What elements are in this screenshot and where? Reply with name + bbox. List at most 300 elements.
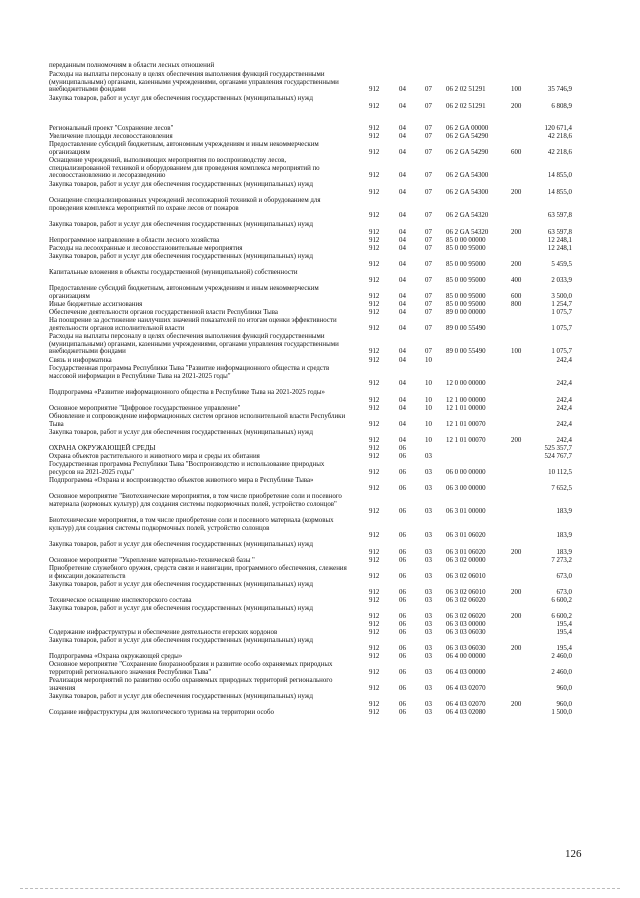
subsection-code: 07 bbox=[425, 148, 432, 156]
target-article-code: 06 2 GA 54290 bbox=[446, 148, 489, 156]
target-article-code: 12 0 00 00000 bbox=[446, 380, 486, 388]
section-code: 06 bbox=[399, 557, 406, 564]
row-name: Увеличение площади лесовосстановления bbox=[49, 133, 173, 140]
row-name: Закупка товаров, работ и услуг для обеспечения государственных (муниципальных) нужд bbox=[49, 637, 313, 644]
row-name: Оснащение специализированных учреждений лесопожарной техникой и оборудованием для проведения комплекса мероприятий по охране лесов от пожаров bbox=[49, 197, 321, 212]
row-name: Закупка товаров, работ и услуг для обеспечения государственных (муниципальных) нужд bbox=[49, 253, 313, 260]
table-row bbox=[0, 157, 640, 180]
amount: 960,0 bbox=[556, 700, 572, 708]
target-article-code: 06 3 00 00000 bbox=[446, 484, 486, 492]
row-name: Биотехнические мероприятия, в том числе приобретение соли и посевного материала (кормовых культур) для создания системы подкормочных полей, устройство солонцов bbox=[49, 517, 334, 532]
row-name: На поощрение за достижение наилучших значений показателей по итогам оценки эффективности деятельности органов исполнительной власти bbox=[49, 317, 337, 332]
subsection-code: 03 bbox=[425, 484, 432, 492]
table-row bbox=[0, 565, 640, 580]
target-article-code: 06 2 GA 00000 bbox=[446, 125, 489, 132]
target-article-code: 06 3 03 06030 bbox=[446, 644, 486, 652]
table-row bbox=[0, 653, 640, 661]
amount: 195,4 bbox=[556, 644, 572, 652]
table-row bbox=[0, 605, 640, 620]
subsection-code: 07 bbox=[425, 348, 432, 356]
amount: 6 808,9 bbox=[551, 102, 572, 110]
target-article-code: 12 1 01 00070 bbox=[446, 436, 486, 444]
subsection-code: 03 bbox=[425, 612, 432, 620]
table-row bbox=[0, 413, 640, 428]
row-name: Подпрограмма «Охрана и воспроизводство объектов животного мира в Республике Тыва» bbox=[49, 477, 314, 484]
row-name: Иные бюджетные ассигнования bbox=[49, 301, 143, 308]
section-code: 04 bbox=[399, 309, 406, 316]
row-name: Приобретение служебного оружия, средств связи и навигации, программного обеспечения, слежения и фиксации доказательств bbox=[49, 565, 347, 580]
row-name: Подпрограмма «Развитие информационного общества в Республике Тыва на 2021-2025 годы» bbox=[49, 389, 325, 396]
subsection-code: 07 bbox=[425, 125, 432, 132]
table-row bbox=[0, 269, 640, 284]
section-code: 04 bbox=[399, 301, 406, 308]
section-code: 04 bbox=[399, 357, 406, 364]
subsection-code: 07 bbox=[425, 102, 432, 110]
target-article-code: 06 3 01 06020 bbox=[446, 548, 486, 556]
target-article-code: 06 3 02 06020 bbox=[446, 597, 486, 604]
ved-code: 912 bbox=[369, 357, 380, 364]
amount: 7 652,5 bbox=[551, 484, 572, 492]
subsection-code: 03 bbox=[425, 548, 432, 556]
expense-type-code: 200 bbox=[511, 644, 522, 652]
ved-code: 912 bbox=[369, 597, 380, 604]
amount: 195,4 bbox=[556, 629, 572, 636]
ved-code: 912 bbox=[369, 133, 380, 140]
target-article-code: 06 2 GA 54290 bbox=[446, 133, 489, 140]
amount: 1 075,7 bbox=[551, 348, 572, 356]
subsection-code: 03 bbox=[425, 684, 432, 692]
target-article-code: 06 3 02 06020 bbox=[446, 612, 486, 620]
amount: 5 459,5 bbox=[551, 260, 572, 268]
subsection-code: 10 bbox=[425, 396, 432, 404]
target-article-code: 06 3 02 06010 bbox=[446, 572, 486, 580]
section-code: 04 bbox=[399, 133, 406, 140]
table-row bbox=[0, 461, 640, 476]
row-name: переданным полномочиям в области лесных отношений bbox=[49, 62, 215, 69]
ved-code: 912 bbox=[369, 508, 380, 516]
subsection-code: 07 bbox=[425, 133, 432, 140]
section-code: 04 bbox=[399, 228, 406, 236]
section-code: 04 bbox=[399, 212, 406, 220]
target-article-code: 06 4 00 00000 bbox=[446, 653, 486, 660]
section-code: 06 bbox=[399, 453, 406, 460]
section-code: 04 bbox=[399, 260, 406, 268]
table-row bbox=[0, 141, 640, 156]
amount: 6 600,2 bbox=[551, 597, 572, 604]
section-code: 04 bbox=[399, 324, 406, 332]
target-article-code: 89 0 00 00000 bbox=[446, 309, 486, 316]
row-name: Создание инфраструктуры для экологического туризма на территории особо bbox=[49, 709, 274, 716]
row-name: Закупка товаров, работ и услуг для обеспечения государственных (муниципальных) нужд bbox=[49, 693, 313, 700]
section-code: 06 bbox=[399, 597, 406, 604]
table-row bbox=[0, 557, 640, 565]
section-code: 06 bbox=[399, 484, 406, 492]
subsection-code: 07 bbox=[425, 212, 432, 220]
amount: 1 500,0 bbox=[551, 709, 572, 716]
amount: 42 218,6 bbox=[547, 133, 572, 140]
subsection-code: 03 bbox=[425, 508, 432, 516]
amount: 183,9 bbox=[556, 548, 572, 556]
target-article-code: 06 2 GA 54320 bbox=[446, 228, 489, 236]
section-code: 04 bbox=[399, 420, 406, 428]
subsection-code: 03 bbox=[425, 557, 432, 564]
table-row bbox=[0, 493, 640, 516]
target-article-code: 89 0 00 55490 bbox=[446, 324, 486, 332]
amount: 242,4 bbox=[556, 420, 572, 428]
amount: 2 460,0 bbox=[551, 653, 572, 660]
ved-code: 912 bbox=[369, 621, 380, 628]
section-code: 06 bbox=[399, 532, 406, 540]
table-row bbox=[0, 445, 640, 453]
section-code: 04 bbox=[399, 396, 406, 404]
amount: 242,4 bbox=[556, 357, 572, 364]
amount: 1 075,7 bbox=[551, 309, 572, 316]
ved-code: 912 bbox=[369, 420, 380, 428]
ved-code: 912 bbox=[369, 125, 380, 132]
row-name: Закупка товаров, работ и услуг для обеспечения государственных (муниципальных) нужд bbox=[49, 181, 313, 188]
table-row bbox=[0, 245, 640, 253]
section-code: 06 bbox=[399, 684, 406, 692]
ved-code: 912 bbox=[369, 301, 380, 308]
section-code: 06 bbox=[399, 548, 406, 556]
target-article-code: 06 3 03 06030 bbox=[446, 629, 486, 636]
amount: 10 112,5 bbox=[548, 468, 572, 476]
section-code: 06 bbox=[399, 612, 406, 620]
subsection-code: 03 bbox=[425, 653, 432, 660]
subsection-code: 03 bbox=[425, 644, 432, 652]
table-row bbox=[0, 285, 640, 300]
amount: 525 357,7 bbox=[544, 445, 572, 452]
subsection-code: 10 bbox=[425, 420, 432, 428]
subsection-code: 07 bbox=[425, 237, 432, 244]
row-name: Реализация мероприятий по развитию особо охраняемых природных территорий регионального значения bbox=[49, 677, 333, 692]
section-code: 04 bbox=[399, 245, 406, 252]
ved-code: 912 bbox=[369, 245, 380, 252]
row-name: Обновление и сопровождение информационных систем органов исполнительной власти Республики Тыва bbox=[49, 413, 346, 428]
row-name: Закупка товаров, работ и услуг для обеспечения государственных (муниципальных) нужд bbox=[49, 95, 313, 102]
table-row bbox=[0, 62, 640, 70]
expense-type-code: 200 bbox=[511, 188, 522, 196]
table-row bbox=[0, 517, 640, 540]
ved-code: 912 bbox=[369, 276, 380, 284]
table-row bbox=[0, 389, 640, 404]
ved-code: 912 bbox=[369, 557, 380, 564]
ved-code: 912 bbox=[369, 629, 380, 636]
table-row bbox=[0, 621, 640, 629]
amount: 673,0 bbox=[556, 588, 572, 596]
amount: 63 597,8 bbox=[547, 228, 572, 236]
target-article-code: 06 4 03 02070 bbox=[446, 684, 486, 692]
section-code: 06 bbox=[399, 508, 406, 516]
target-article-code: 06 3 01 06020 bbox=[446, 532, 486, 540]
table-row bbox=[0, 125, 640, 133]
ved-code: 912 bbox=[369, 548, 380, 556]
amount: 14 855,0 bbox=[547, 188, 572, 196]
target-article-code: 06 2 02 51291 bbox=[446, 102, 486, 110]
target-article-code: 85 0 00 95000 bbox=[446, 301, 486, 308]
section-code: 04 bbox=[399, 292, 406, 300]
amount: 14 855,0 bbox=[547, 172, 572, 180]
section-code: 06 bbox=[399, 445, 406, 452]
row-name: Основное мероприятие "Сохранение биоразнообразия и развитие особо охраняемых природных территорий регионального значения Республики Тыва" bbox=[49, 661, 333, 676]
section-code: 06 bbox=[399, 588, 406, 596]
subsection-code: 07 bbox=[425, 260, 432, 268]
subsection-code: 10 bbox=[425, 405, 432, 412]
table-row bbox=[0, 133, 640, 141]
ved-code: 912 bbox=[369, 380, 380, 388]
ved-code: 912 bbox=[369, 405, 380, 412]
target-article-code: 85 0 00 00000 bbox=[446, 237, 486, 244]
target-article-code: 06 2 GA 54300 bbox=[446, 188, 489, 196]
table-row bbox=[0, 541, 640, 556]
row-name: Расходы на выплаты персоналу в целях обеспечения выполнения функций государственными (муниципальными) органами, казенными учреждениями, органами управления государственными внебюджетными фондами bbox=[49, 71, 339, 94]
row-name: Закупка товаров, работ и услуг для обеспечения государственных (муниципальных) нужд bbox=[49, 581, 313, 588]
subsection-code: 07 bbox=[425, 292, 432, 300]
table-row bbox=[0, 95, 640, 110]
expense-type-code: 200 bbox=[511, 260, 522, 268]
table-row bbox=[0, 333, 640, 356]
section-code: 04 bbox=[399, 276, 406, 284]
row-name: Основное мероприятие "Укрепление материально-технической базы " bbox=[49, 557, 255, 564]
table-row bbox=[0, 405, 640, 413]
amount: 1 075,7 bbox=[551, 324, 572, 332]
table-row bbox=[0, 197, 640, 220]
table-row bbox=[0, 637, 640, 652]
target-article-code: 89 0 00 55490 bbox=[446, 348, 486, 356]
table-row bbox=[0, 477, 640, 492]
ved-code: 912 bbox=[369, 436, 380, 444]
target-article-code: 12 1 00 00000 bbox=[446, 396, 486, 404]
subsection-code: 07 bbox=[425, 228, 432, 236]
section-code: 06 bbox=[399, 621, 406, 628]
amount: 183,9 bbox=[556, 532, 572, 540]
row-name: Закупка товаров, работ и услуг для обеспечения государственных (муниципальных) нужд bbox=[49, 429, 313, 436]
amount: 242,4 bbox=[556, 405, 572, 412]
footer-divider bbox=[20, 888, 620, 889]
amount: 3 500,0 bbox=[551, 292, 572, 300]
target-article-code: 06 3 02 06010 bbox=[446, 588, 486, 596]
ved-code: 912 bbox=[369, 612, 380, 620]
subsection-code: 03 bbox=[425, 597, 432, 604]
section-code: 04 bbox=[399, 86, 406, 94]
row-name: Предоставление субсидий бюджетным, автономным учреждениям и иным некоммерческим организациям bbox=[49, 285, 319, 300]
ved-code: 912 bbox=[369, 445, 380, 452]
page-number: 126 bbox=[565, 848, 582, 860]
row-name: Закупка товаров, работ и услуг для обеспечения государственных (муниципальных) нужд bbox=[49, 541, 313, 548]
ved-code: 912 bbox=[369, 309, 380, 316]
table-row bbox=[0, 629, 640, 637]
ved-code: 912 bbox=[369, 484, 380, 492]
amount: 183,9 bbox=[556, 508, 572, 516]
row-name: Охрана объектов растительного и животного мира и среды их обитания bbox=[49, 453, 260, 460]
amount: 960,0 bbox=[556, 684, 572, 692]
table-row bbox=[0, 357, 640, 365]
subsection-code: 03 bbox=[425, 629, 432, 636]
subsection-code: 03 bbox=[425, 588, 432, 596]
ved-code: 912 bbox=[369, 228, 380, 236]
row-name: Связь и информатика bbox=[49, 357, 112, 364]
target-article-code: 06 2 GA 54320 bbox=[446, 212, 489, 220]
row-name: Основное мероприятие "Биотехнические мероприятия, в том числе приобретение соли и посевного материала (кормовых культур) для создания системы подкормочных полей, устройство солонцов" bbox=[49, 493, 342, 508]
row-name: Техническое оснащение инспекторского состава bbox=[49, 597, 192, 604]
ved-code: 912 bbox=[369, 684, 380, 692]
target-article-code: 06 4 03 02070 bbox=[446, 700, 486, 708]
section-code: 06 bbox=[399, 653, 406, 660]
section-code: 06 bbox=[399, 644, 406, 652]
row-name: Государственная программа Республики Тыва "Воспроизводство и использование природных ресурсов на 2021-2025 годы" bbox=[49, 461, 325, 476]
ved-code: 912 bbox=[369, 532, 380, 540]
row-name: Государственная программа Республики Тыва "Развитие информационного общества и средств массовой информации в Республике Тыва на 2021-2025 годы" bbox=[49, 365, 330, 380]
expense-type-code: 200 bbox=[511, 612, 522, 620]
expense-type-code: 400 bbox=[511, 276, 522, 284]
table-row bbox=[0, 301, 640, 309]
table-row bbox=[0, 581, 640, 596]
ved-code: 912 bbox=[369, 260, 380, 268]
target-article-code: 12 1 01 00070 bbox=[446, 420, 486, 428]
row-name: Закупка товаров, работ и услуг для обеспечения государственных (муниципальных) нужд bbox=[49, 221, 313, 228]
section-code: 06 bbox=[399, 572, 406, 580]
subsection-code: 10 bbox=[425, 357, 432, 364]
ved-code: 912 bbox=[369, 453, 380, 460]
subsection-code: 10 bbox=[425, 380, 432, 388]
row-name: Региональный проект "Сохранение лесов" bbox=[49, 125, 174, 132]
row-name: Предоставление субсидий бюджетным, автономным учреждениям и иным некоммерческим организациям bbox=[49, 141, 319, 156]
subsection-code: 07 bbox=[425, 276, 432, 284]
ved-code: 912 bbox=[369, 709, 380, 716]
target-article-code: 85 0 00 95000 bbox=[446, 245, 486, 252]
section-code: 04 bbox=[399, 380, 406, 388]
ved-code: 912 bbox=[369, 172, 380, 180]
target-article-code: 85 0 00 95000 bbox=[446, 260, 486, 268]
section-code: 04 bbox=[399, 237, 406, 244]
row-name: Подпрограмма «Охрана окружающей среды» bbox=[49, 653, 183, 660]
table-row bbox=[0, 661, 640, 676]
subsection-code: 07 bbox=[425, 324, 432, 332]
amount: 2 460,0 bbox=[551, 668, 572, 676]
target-article-code: 06 3 01 00000 bbox=[446, 508, 486, 516]
row-name: Расходы на выплаты персоналу в целях обеспечения выполнения функций государственными (муниципальными) органами, казенными учреждениями, органами управления государственными внебюджетными фондами bbox=[49, 333, 339, 356]
subsection-code: 03 bbox=[425, 700, 432, 708]
row-name: ОХРАНА ОКРУЖАЮЩЕЙ СРЕДЫ bbox=[49, 445, 156, 452]
section-code: 06 bbox=[399, 709, 406, 716]
expense-type-code: 200 bbox=[511, 102, 522, 110]
expense-type-code: 600 bbox=[511, 292, 522, 300]
target-article-code: 85 0 00 95000 bbox=[446, 276, 486, 284]
table-row bbox=[0, 221, 640, 236]
target-article-code: 06 3 03 00000 bbox=[446, 621, 486, 628]
expense-type-code: 100 bbox=[511, 348, 522, 356]
row-name: Содержание инфраструктуры и обеспечение деятельности егерских кордонов bbox=[49, 629, 278, 636]
ved-code: 912 bbox=[369, 700, 380, 708]
subsection-code: 03 bbox=[425, 532, 432, 540]
ved-code: 912 bbox=[369, 348, 380, 356]
amount: 12 248,1 bbox=[547, 237, 572, 244]
table-row bbox=[0, 71, 640, 94]
target-article-code: 12 1 01 00000 bbox=[446, 405, 486, 412]
ved-code: 912 bbox=[369, 468, 380, 476]
ved-code: 912 bbox=[369, 212, 380, 220]
ved-code: 912 bbox=[369, 102, 380, 110]
amount: 242,4 bbox=[556, 380, 572, 388]
section-code: 06 bbox=[399, 700, 406, 708]
section-code: 04 bbox=[399, 188, 406, 196]
ved-code: 912 bbox=[369, 292, 380, 300]
ved-code: 912 bbox=[369, 653, 380, 660]
table-row bbox=[0, 677, 640, 692]
subsection-code: 07 bbox=[425, 301, 432, 308]
amount: 120 671,4 bbox=[544, 125, 572, 132]
table-row bbox=[0, 429, 640, 444]
amount: 673,0 bbox=[556, 572, 572, 580]
subsection-code: 10 bbox=[425, 436, 432, 444]
amount: 12 248,1 bbox=[547, 245, 572, 252]
table-row bbox=[0, 453, 640, 461]
ved-code: 912 bbox=[369, 572, 380, 580]
amount: 6 600,2 bbox=[551, 612, 572, 620]
row-name: Расходы на лесоохранные и лесовосстановительные мероприятия bbox=[49, 245, 243, 252]
subsection-code: 03 bbox=[425, 453, 432, 460]
subsection-code: 03 bbox=[425, 709, 432, 716]
ved-code: 912 bbox=[369, 188, 380, 196]
target-article-code: 06 3 02 00000 bbox=[446, 557, 486, 564]
amount: 35 746,9 bbox=[547, 86, 572, 94]
table-row bbox=[0, 309, 640, 317]
ved-code: 912 bbox=[369, 86, 380, 94]
section-code: 06 bbox=[399, 629, 406, 636]
target-article-code: 06 4 03 02080 bbox=[446, 709, 486, 716]
subsection-code: 07 bbox=[425, 188, 432, 196]
ved-code: 912 bbox=[369, 324, 380, 332]
amount: 195,4 bbox=[556, 621, 572, 628]
ved-code: 912 bbox=[369, 396, 380, 404]
section-code: 04 bbox=[399, 405, 406, 412]
expense-type-code: 100 bbox=[511, 86, 522, 94]
subsection-code: 07 bbox=[425, 245, 432, 252]
table-row bbox=[0, 693, 640, 708]
amount: 7 273,2 bbox=[551, 557, 572, 564]
row-name: Непрограммное направление в области лесного хозяйства bbox=[49, 237, 220, 244]
ved-code: 912 bbox=[369, 237, 380, 244]
amount: 1 254,7 bbox=[551, 301, 572, 308]
table-row bbox=[0, 597, 640, 605]
target-article-code: 06 0 00 00000 bbox=[446, 468, 486, 476]
amount: 63 597,8 bbox=[547, 212, 572, 220]
table-row bbox=[0, 709, 640, 717]
section-code: 04 bbox=[399, 102, 406, 110]
row-name: Обеспечение деятельности органов государственной власти Республики Тыва bbox=[49, 309, 278, 316]
row-name: Оснащение учреждений, выполняющих мероприятия по воспроизводству лесов, специализированной техникой и оборудованием для проведения комплекса мероприятий по лесовосстановлению и лесоразведению bbox=[49, 157, 320, 180]
table-row bbox=[0, 317, 640, 332]
subsection-code: 07 bbox=[425, 309, 432, 316]
subsection-code: 07 bbox=[425, 86, 432, 94]
target-article-code: 06 2 02 51291 bbox=[446, 86, 486, 94]
row-name: Основное мероприятие "Цифровое государственное управление" bbox=[49, 405, 241, 412]
subsection-code: 07 bbox=[425, 172, 432, 180]
expense-type-code: 800 bbox=[511, 301, 522, 308]
subsection-code: 03 bbox=[425, 468, 432, 476]
section-code: 04 bbox=[399, 172, 406, 180]
expense-type-code: 200 bbox=[511, 436, 522, 444]
expense-type-code: 200 bbox=[511, 700, 522, 708]
amount: 524 767,7 bbox=[544, 453, 572, 460]
section-code: 04 bbox=[399, 436, 406, 444]
ved-code: 912 bbox=[369, 148, 380, 156]
subsection-code: 03 bbox=[425, 621, 432, 628]
ved-code: 912 bbox=[369, 588, 380, 596]
section-code: 06 bbox=[399, 668, 406, 676]
expense-type-code: 600 bbox=[511, 148, 522, 156]
target-article-code: 06 2 GA 54300 bbox=[446, 172, 489, 180]
